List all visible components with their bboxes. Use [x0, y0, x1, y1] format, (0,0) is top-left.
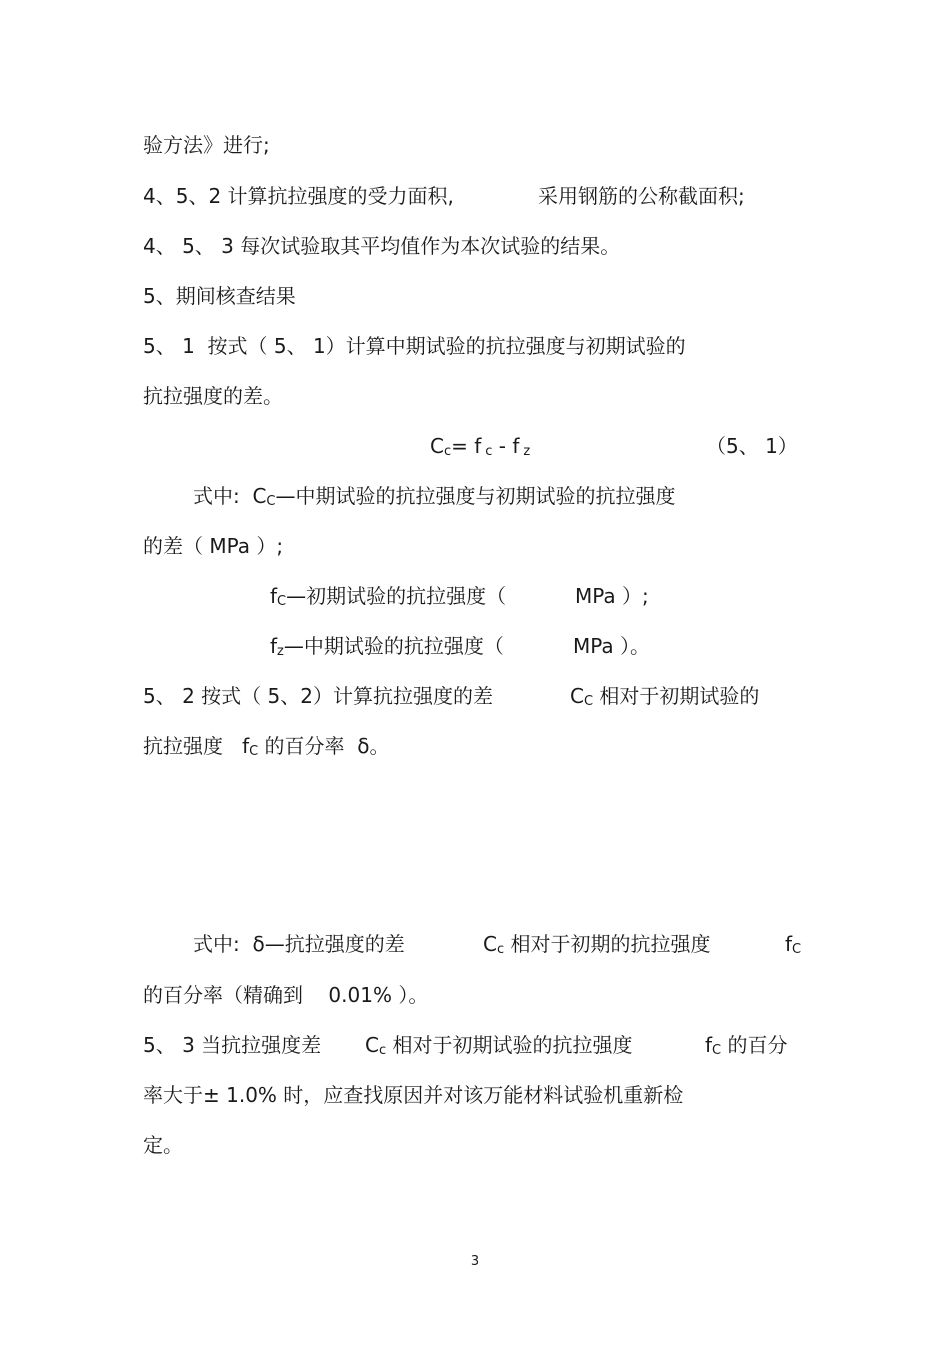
text-line: 验方法》进行;: [143, 133, 270, 157]
definition-line: 的百分率（精确到 0.01% ）。: [143, 983, 429, 1007]
formula: Cc= f c - f z: [430, 434, 531, 459]
definition-line: 式中: δ—抗拉强度的差: [193, 932, 405, 956]
definition-line: 的差（ MPa ）;: [143, 534, 284, 558]
text-line: 5、 1 按式（ 5、 1）计算中期试验的抗拉强度与初期试验的: [143, 334, 686, 358]
unit-text: MPa ）;: [575, 584, 649, 608]
unit-text: MPa ）。: [573, 634, 651, 658]
text-line: 5、 3 当抗拉强度差: [143, 1033, 322, 1057]
section-heading: 5、期间核查结果: [143, 284, 296, 308]
definition-line: fC: [785, 932, 802, 957]
definition-line: Cc 相对于初期的抗拉强度: [483, 932, 711, 957]
text-line: CC 相对于初期试验的: [570, 684, 760, 709]
text-line: 率大于± 1.0% 时，应查找原因并对该万能材料试验机重新检: [143, 1083, 684, 1107]
definition-line: 式中: CC—中期试验的抗拉强度与初期试验的抗拉强度: [193, 484, 676, 509]
text-line: 定。: [143, 1133, 183, 1157]
text-line: 抗拉强度的差。: [143, 384, 283, 408]
formula-number: （5、 1）: [706, 434, 798, 458]
text-line: 抗拉强度 fC 的百分率 δ。: [143, 734, 390, 759]
definition-line: fC—初期试验的抗拉强度（: [270, 584, 507, 609]
text-line: 4、5、2 计算抗拉强度的受力面积,: [143, 184, 454, 208]
page-number: 3: [470, 1254, 480, 1269]
text-line: fC 的百分: [705, 1033, 788, 1058]
text-line: Cc 相对于初期试验的抗拉强度: [365, 1033, 633, 1058]
definition-line: fz—中期试验的抗拉强度（: [270, 634, 504, 659]
text-line: 4、 5、 3 每次试验取其平均值作为本次试验的结果。: [143, 234, 621, 258]
text-line: 5、 2 按式（ 5、2）计算抗拉强度的差: [143, 684, 493, 708]
text-line: 采用钢筋的公称截面积;: [538, 184, 745, 208]
